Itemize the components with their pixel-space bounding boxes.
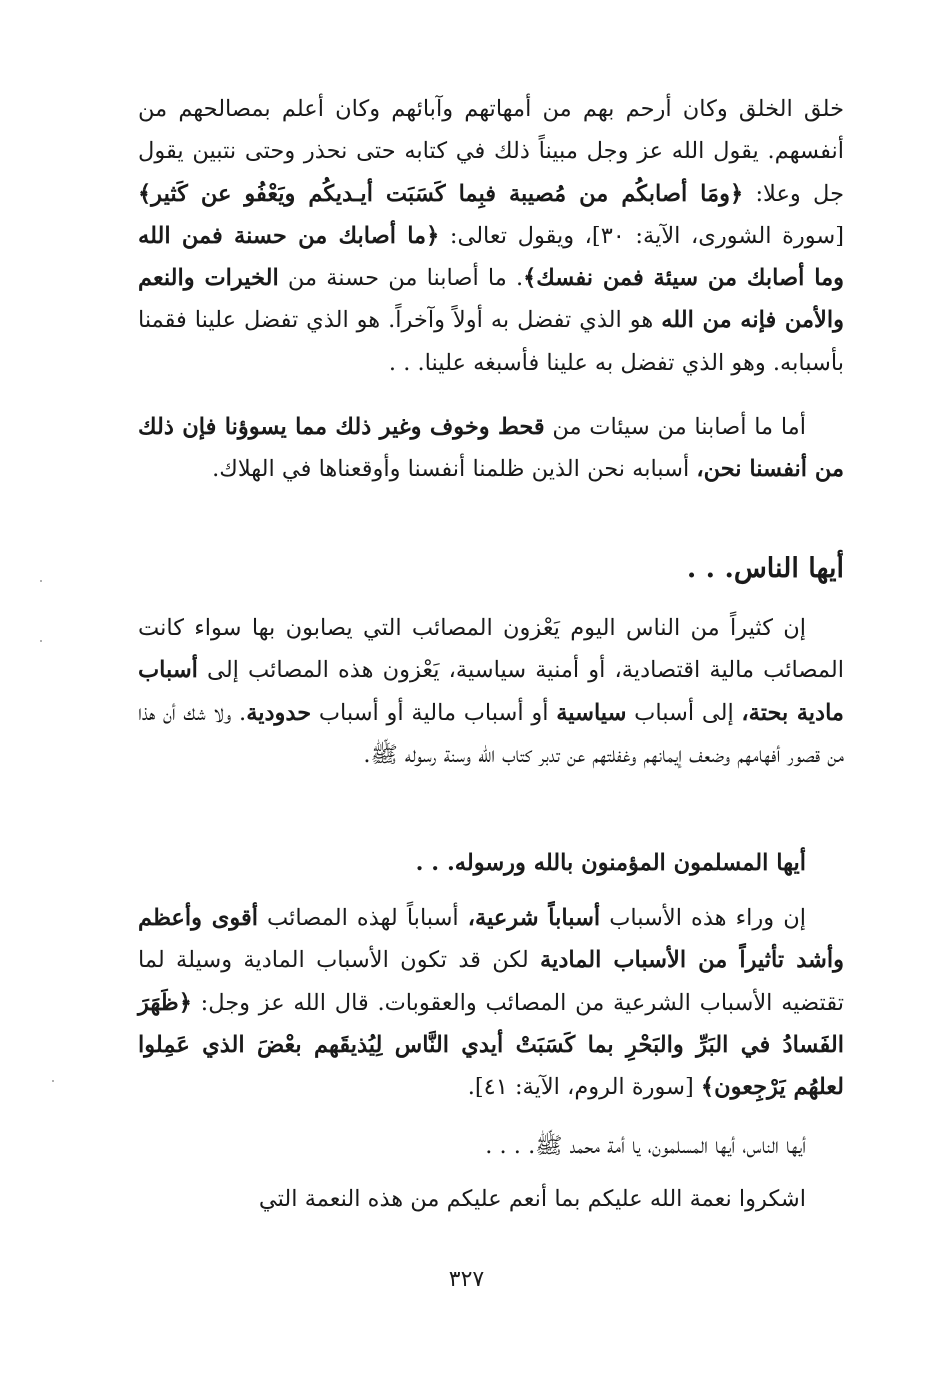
quran-verse-nisa: ﴿ما أصابك من حسنة فمن الله وما أصابك من سيئة فمن نفسك﴾: [138, 222, 844, 292]
paragraph-1-text-1: خلق الخلق وكان أرحم بهم من أمهاتهم وآبائهم وكان أعلم بمصالحهم من أنفسهم. يقول الله عز وجل مبيناً ذلك في كتابه حتى نحذر وحتى نتبين يقول جل وعلا:: [138, 96, 844, 207]
paragraph-5: أيها الناس، أيها المسلمون، يا أمة محمد ﷺ. . . .: [485, 1133, 806, 1159]
paragraph-3-text-1: إن كثيراً من الناس اليوم يَعْزون المصائب التي يصابون بها سواء كانت المصائب مالية اقتصادية، أو أمنية سياسية، يَعْزون هذه المصائب إلى: [138, 615, 844, 684]
heading-ayyuha-an-nas: أيها الناس. . .: [686, 553, 844, 584]
paragraph-3-emphasis-1: أسباب مادية بحتة،: [138, 657, 844, 726]
scan-speck: [40, 580, 42, 582]
paragraph-3-emphasis-3: حدودية: [246, 699, 312, 726]
paragraph-4-text-4: [سورة الروم، الآية: ٤١].: [467, 1074, 701, 1101]
paragraph-4-text-3: لكن قد تكون الأسباب المادية وسيلة لما تقتضيه الأسباب الشرعية من المصائب والعقوبات. قال الله عز وجل:: [138, 947, 844, 1016]
quran-verse-shura-30: ﴿ومَا أصابكُم من مُصيبة فبِما كَسَبَت أيـديكُم ويَعْفُو عن كَثير﴾: [138, 180, 744, 207]
paragraph-2-emphasis: قحط وخوف وغير ذلك مما يسوؤنا فإن ذلك من أنفسنا نحن،: [138, 414, 844, 483]
paragraph-1-text-3: . ما أصابنا من حسنة من: [278, 265, 524, 292]
paragraph-3-emphasis-2: سياسية: [556, 699, 627, 726]
paragraph-6: اشكروا نعمة الله عليكم بما أنعم عليكم من هذه النعمة التي: [258, 1186, 806, 1212]
page-number: ٣٢٧: [448, 1267, 485, 1292]
scan-speck: [40, 640, 42, 642]
paragraph-1: [138, 88, 844, 384]
paragraph-4-emphasis-1: أسباباً شرعية،: [467, 905, 601, 931]
paragraph-3-text-2: إلى أسباب: [626, 699, 742, 726]
paragraph-4-text-2: أسباباً لهذه المصائب: [257, 905, 468, 931]
paragraph-4-text-1: إن وراء هذه الأسباب: [600, 905, 806, 931]
heading-muslims: أيها المسلمون المؤمنون بالله ورسوله. . .: [415, 850, 806, 876]
paragraph-4-emphasis-2: أقوى وأعظم وأشد تأثيراً من الأسباب المادية: [138, 905, 844, 974]
paragraph-1-text-4: هو الذي تفضل به أولاً وآخراً. هو الذي تفضل علينا فقمنا بأسبابه. وهو الذي تفضل به علينا فأسبغه علينا. . .: [138, 307, 844, 376]
paragraph-1-emphasis: الخيرات والنعم والأمن فإنه من الله: [138, 265, 844, 334]
paragraph-2-text-2: أسبابه نحن الذين ظلمنا أنفسنا وأوقعناها في الهلاك.: [212, 456, 697, 483]
paragraph-1-text-2: [سورة الشورى، الآية: ٣٠]، ويقول تعالى:: [439, 222, 844, 249]
paragraph-3-text-4: . ولا شك أن هذا من قصور أفهامهم وضعف إيمانهم وغفلتهم عن تدبر كتاب الله وسنة رسوله ﷺ.: [138, 699, 844, 768]
paragraph-2-text-1: أما ما أصابنا من سيئات من: [544, 414, 806, 440]
paragraph-3: [138, 607, 844, 776]
scan-speck: [52, 1080, 54, 1082]
paragraph-2: [138, 406, 844, 491]
paragraph-3-text-3: أو أسباب مالية أو أسباب: [311, 699, 557, 726]
quran-verse-rum-41: ﴿ظَهَرَ الفَسادُ في البَرِّ والبَحْرِ بما كَسَبَتْ أيدي النَّاس لِيُذيقَهم بعْضَ الذي عَمِلوا لعلهُم يَرْجِعون﴾: [138, 989, 844, 1101]
paragraph-4: [138, 897, 844, 1108]
